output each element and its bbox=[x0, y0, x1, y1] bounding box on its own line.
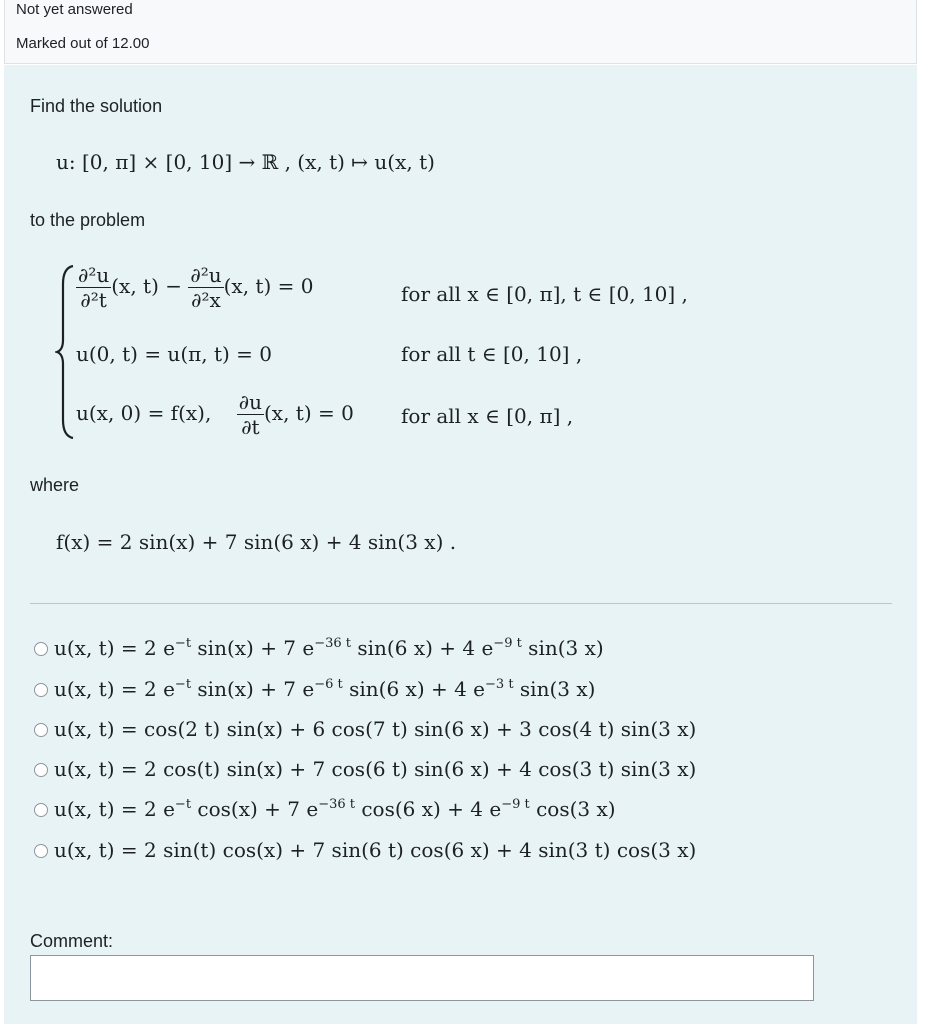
radio-button[interactable] bbox=[34, 642, 48, 656]
pde-frac-x bbox=[188, 263, 223, 312]
answer-option-2[interactable] bbox=[34, 673, 595, 705]
option-formula: u(x, t) = 2 $e^{-t}$ sin(x) + 7 $e^{-36 t}$ sin(6 x) + 4 $e^{-9 t}$ sin(3 x) bbox=[54, 636, 604, 660]
question-marks: Marked out of 12.00 bbox=[16, 35, 150, 52]
option-formula: u(x, t) = cos(2 t) sin(x) + 6 cos(7 t) sin(6 x) + 3 cos(4 t) sin(3 x) bbox=[54, 717, 697, 741]
boundary-condition-domain: for all t ∈ [0, 10] , bbox=[401, 342, 583, 366]
frac-den: ∂t bbox=[241, 415, 260, 439]
option-formula: u(x, t) = 2 $e^{-t}$ sin(x) + 7 $e^{-6 t}$ sin(6 x) + 4 $e^{-3 t}$ sin(3 x) bbox=[54, 677, 596, 701]
answer-option-4[interactable] bbox=[34, 753, 696, 785]
boundary-condition: u(0, t) = u(π, t) = 0 bbox=[76, 342, 273, 366]
map-definition: u: [0, π] × [0, 10] → ℝ , (x, t) ↦ u(x, t) bbox=[56, 150, 435, 174]
radio-button[interactable] bbox=[34, 844, 48, 858]
option-formula: u(x, t) = 2 cos(t) sin(x) + 7 cos(6 t) sin(6 x) + 4 cos(3 t) sin(3 x) bbox=[54, 757, 697, 781]
frac-num: ∂u bbox=[238, 390, 262, 414]
answer-separator bbox=[30, 603, 892, 604]
pde-frac-t bbox=[76, 263, 111, 312]
pde-equation bbox=[76, 263, 313, 312]
pde-condition: for all x ∈ [0, π], t ∈ [0, 10] , bbox=[401, 282, 688, 306]
radio-button[interactable] bbox=[34, 683, 48, 697]
initial-condition-domain: for all x ∈ [0, π] , bbox=[401, 404, 574, 428]
comment-label: Comment: bbox=[30, 931, 114, 951]
initial-start: u(x, 0) = f(x), bbox=[76, 401, 212, 425]
frac-den: ∂²t bbox=[80, 288, 107, 312]
answer-option-5[interactable] bbox=[34, 793, 616, 825]
system-brace bbox=[55, 264, 75, 440]
comment-input[interactable] bbox=[30, 955, 814, 1001]
initial-condition bbox=[76, 390, 354, 439]
question-info-panel bbox=[4, 0, 917, 64]
frac-den: ∂²x bbox=[191, 288, 221, 312]
radio-button[interactable] bbox=[34, 763, 48, 777]
answer-option-6[interactable] bbox=[34, 834, 696, 866]
where-text: where bbox=[30, 475, 80, 495]
frac-num: ∂²u bbox=[78, 263, 110, 287]
to-problem-text: to the problem bbox=[30, 210, 146, 230]
answer-option-1[interactable] bbox=[34, 632, 604, 664]
radio-button[interactable] bbox=[34, 723, 48, 737]
initial-frac bbox=[237, 390, 264, 439]
radio-button[interactable] bbox=[34, 803, 48, 817]
option-formula: u(x, t) = 2 $e^{-t}$ cos(x) + 7 $e^{-36 t}$ cos(6 x) + 4 $e^{-9 t}$ cos(3 x) bbox=[54, 797, 616, 821]
pde-mid: (x, t) − bbox=[111, 274, 183, 298]
pde-end: (x, t) = 0 bbox=[223, 274, 314, 298]
question-intro: Find the solution bbox=[30, 96, 163, 116]
initial-end: (x, t) = 0 bbox=[264, 401, 354, 425]
frac-num: ∂²u bbox=[190, 263, 222, 287]
answer-option-3[interactable] bbox=[34, 713, 696, 745]
option-formula: u(x, t) = 2 sin(t) cos(x) + 7 sin(6 t) cos(6 x) + 4 sin(3 t) cos(3 x) bbox=[54, 838, 697, 862]
question-status: Not yet answered bbox=[16, 1, 133, 18]
f-definition: f(x) = 2 sin(x) + 7 sin(6 x) + 4 sin(3 x) . bbox=[56, 530, 457, 554]
